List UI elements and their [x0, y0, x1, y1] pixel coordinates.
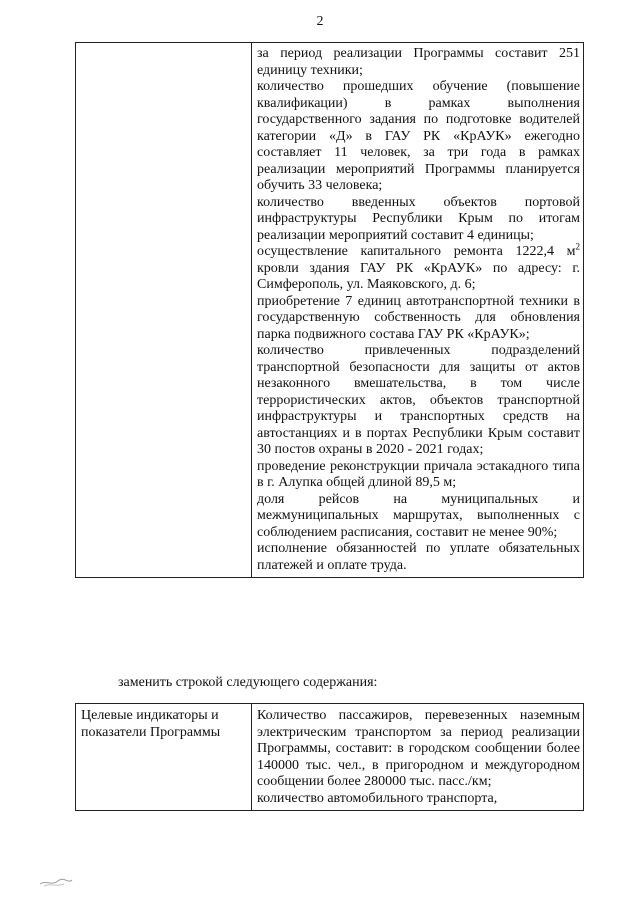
indicator-paragraph: исполнение обязанностей по уплате обязательных платежей и оплате труда.	[257, 541, 580, 573]
indicator-paragraph: доля рейсов на муниципальных и межмуниципальных маршрутах, выполненных с соблюдением расписания, составит не менее 90%;	[257, 491, 580, 540]
table-cell-left-empty	[76, 43, 252, 578]
indicator-paragraph-repair	[257, 241, 580, 294]
indicator-paragraph: за период реализации Программы составит 251 единицу техники;	[257, 46, 580, 78]
program-table-replacement	[75, 703, 584, 811]
table-cell-left	[76, 704, 252, 811]
table-cell-right	[252, 43, 584, 578]
indicator-paragraph: проведение реконструкции причала эстакадного типа в г. Алупка общей длиной 89,5 м;	[257, 458, 580, 490]
indicator-paragraph: количество прошедших обучение (повышение квалификации) в рамках выполнения государственного задания по подготовке водителей категории «Д» в ГАУ РК «КрАУК» ежегодно составляет 11 человек, за три года в рамках реализации мероприятий Программы планируется обучить 33 человека;	[257, 79, 580, 193]
indicator-paragraph: Количество пассажиров, перевезенных наземным электрическим транспортом за период реализации Программы, составит: в городском сообщении более 140000 тыс. чел., в пригородном и междугородном сообщении более 280000 тыс. пасс./км;	[257, 708, 580, 789]
indicator-paragraph: количество привлеченных подразделений транспортной безопасности для защиты от актов незаконного вмешательства, в том числе террористических актов, объектов транспортной инфраструктуры и транспортных средств на автостанциях и в портах Республики Крым составит 30 постов охраны в 2020 - 2021 годах;	[257, 343, 580, 457]
table-row	[76, 43, 584, 578]
replacement-intro: заменить строкой следующего содержания:	[118, 675, 378, 690]
repair-text-rest: кровли здания ГАУ РК «КрАУК» по адресу: г. Симферополь, ул. Маяковского, д. 6;	[257, 260, 580, 292]
page-number: 2	[316, 14, 324, 29]
indicator-paragraph: количество введенных объектов портовой инфраструктуры Республики Крым по итогам реализации мероприятий составит 4 единицы;	[257, 194, 580, 243]
scan-smudge-mark	[38, 875, 74, 889]
square-meter-superscript: 2	[575, 241, 580, 252]
indicator-paragraph: приобретение 7 единиц автотранспортной техники в государственную собственность для обновления парка подвижного состава ГАУ РК «КрАУК»;	[257, 293, 580, 342]
table-cell-right	[252, 704, 584, 811]
row-label: Целевые индикаторы и показатели Программы	[81, 708, 221, 740]
left-cell-text	[76, 43, 251, 49]
indicator-paragraph: количество автомобильного транспорта,	[257, 790, 498, 806]
program-table-continued	[75, 42, 584, 578]
table-row	[76, 704, 584, 811]
repair-text: осуществление капитального ремонта 1222,4 м	[257, 244, 576, 259]
